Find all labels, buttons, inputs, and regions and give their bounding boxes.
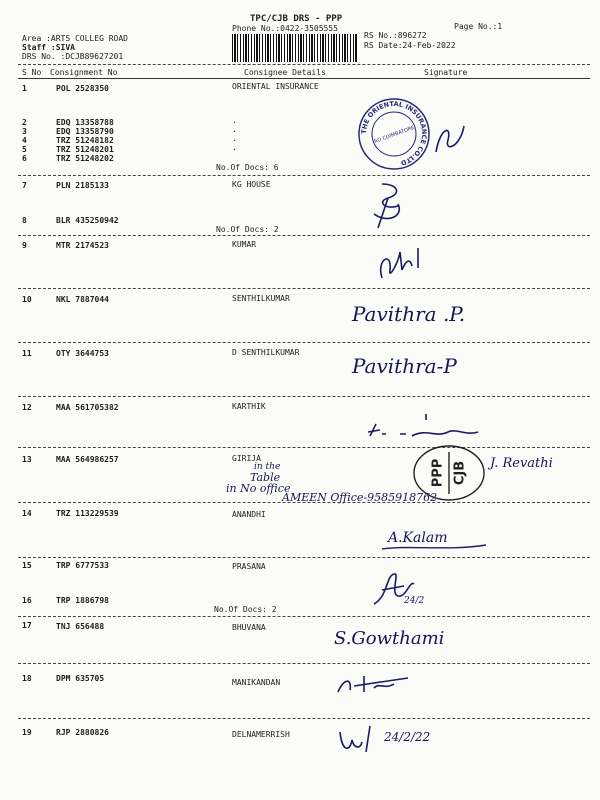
row-consignment: PLN 2185133 xyxy=(56,181,109,190)
row-sno: 11 xyxy=(22,349,32,358)
row-sno: 2 xyxy=(22,118,27,127)
signature-row-14-flourish xyxy=(380,538,490,557)
signature-row-18 xyxy=(334,672,414,700)
signature-row-1 xyxy=(430,118,470,162)
row-consignee: D SENTHILKUMAR xyxy=(232,348,300,357)
row-consignment: RJP 2880826 xyxy=(56,728,109,737)
docs-count: No.Of Docs: 2 xyxy=(214,605,277,614)
handwritten-note-line-2: Table xyxy=(250,471,281,484)
row-sno: 13 xyxy=(22,455,32,464)
row-sno: 14 xyxy=(22,509,32,518)
row-sno: 16 xyxy=(22,596,32,605)
row-sno: 3 xyxy=(22,127,27,136)
row-consignee: ANANDHI xyxy=(232,510,266,519)
row-consignee: DELNAMERRISH xyxy=(232,730,290,739)
row-consignment: TRZ 113229539 xyxy=(56,509,119,518)
row-sno: 12 xyxy=(22,403,32,412)
column-header-signature: Signature xyxy=(424,68,468,77)
docs-count: No.Of Docs: 2 xyxy=(216,225,279,234)
row-sno: 1 xyxy=(22,84,27,93)
row-consignment: TRP 1886798 xyxy=(56,596,109,605)
row-consignee: . xyxy=(232,143,237,152)
row-consignment: TNJ 656488 xyxy=(56,622,105,631)
row-consignee: SENTHILKUMAR xyxy=(232,294,290,303)
phone-number: Phone No.:0422-3505555 xyxy=(232,24,338,33)
row-consignee: GIRIJA xyxy=(232,454,261,463)
row-consignee: BHUVANA xyxy=(232,623,266,632)
column-header-consignment: Consignment No xyxy=(50,68,118,77)
column-header-rule xyxy=(18,78,590,79)
stamp-center-text: RO COIMBATORE xyxy=(373,124,416,145)
row-consignment: OTY 3644753 xyxy=(56,349,109,358)
row-sno: 6 xyxy=(22,154,27,163)
signature-row-9 xyxy=(374,240,434,288)
signature-row-10: Pavithra .P. xyxy=(352,302,466,326)
row-sno: 5 xyxy=(22,145,27,154)
stamp-left-text: PPP xyxy=(430,458,446,488)
row-consignee: KG HOUSE xyxy=(232,180,271,189)
stamp-right-text: CJB xyxy=(452,460,468,486)
docs-count: No.Of Docs: 6 xyxy=(216,163,279,172)
signature-row-11: Pavithra-P xyxy=(352,354,457,378)
row-separator xyxy=(18,288,590,289)
column-header-consignee: Consignee Details xyxy=(244,68,326,77)
row-consignment: EDQ 13358788 xyxy=(56,118,114,127)
signature-row-16-date: 24/2 xyxy=(404,596,425,606)
row-separator xyxy=(18,342,590,343)
row-sno: 9 xyxy=(22,241,27,250)
row-consignee: KARTHIK xyxy=(232,402,266,411)
row-consignment: MTR 2174523 xyxy=(56,241,109,250)
row-separator xyxy=(18,663,590,664)
row-consignee: PRASANA xyxy=(232,562,266,571)
handwritten-note-line-1: in the xyxy=(254,462,281,472)
row-consignee: KUMAR xyxy=(232,240,257,249)
row-consignment: TRZ 51248202 xyxy=(56,154,114,163)
row-consignment: BLR 435250942 xyxy=(56,216,119,225)
signature-row-14: A.Kalam xyxy=(388,530,448,546)
row-sno: 15 xyxy=(22,561,32,570)
row-separator xyxy=(18,718,590,719)
signature-row-19 xyxy=(336,722,380,760)
row-separator xyxy=(18,557,590,558)
signature-row-15 xyxy=(368,566,428,614)
handwritten-note-line-3: in No office xyxy=(226,482,291,495)
row-separator xyxy=(18,447,590,448)
row-consignee: MANIKANDAN xyxy=(232,678,281,687)
row-separator xyxy=(18,235,590,236)
row-sno: 18 xyxy=(22,674,32,683)
row-sno: 19 xyxy=(22,728,32,737)
row-sno: 7 xyxy=(22,181,27,190)
row-consignee: . xyxy=(232,125,237,134)
row-sno: 4 xyxy=(22,136,27,145)
handwritten-note-line-4: AMEEN Office-9585918762 xyxy=(282,491,438,504)
row-consignment: MAA 564986257 xyxy=(56,455,119,464)
row-separator xyxy=(18,396,590,397)
signature-row-19-date: 24/2/22 xyxy=(384,730,431,744)
barcode xyxy=(232,34,358,62)
signature-row-7 xyxy=(368,180,418,236)
stamp-ring-text: THE ORIENTAL INSURANCE CO.LTD xyxy=(359,99,429,168)
row-consignee: . xyxy=(232,134,237,143)
row-separator xyxy=(18,175,590,176)
row-consignment: MAA 561705382 xyxy=(56,403,119,412)
signature-row-17: S.Gowthami xyxy=(334,628,445,649)
signature-row-13-name: J. Revathi xyxy=(490,456,553,471)
header-rule xyxy=(18,64,590,65)
row-consignment: POL 2528350 xyxy=(56,84,109,93)
row-sno: 10 xyxy=(22,295,32,304)
row-sno: 17 xyxy=(22,621,32,630)
row-consignee: ORIENTAL INSURANCE xyxy=(232,82,319,91)
staff: Staff :SIVA xyxy=(22,43,75,52)
row-consignment: EDQ 13358790 xyxy=(56,127,114,136)
row-sno: 8 xyxy=(22,216,27,225)
oriental-insurance-stamp xyxy=(356,96,432,172)
drs-number: DRS No. :DCJB89627201 xyxy=(22,52,124,61)
page-number: Page No.:1 xyxy=(454,22,503,31)
row-separator xyxy=(18,616,590,617)
row-consignee: . xyxy=(232,116,237,125)
row-consignment: TRZ 51248201 xyxy=(56,145,114,154)
report-title: TPC/CJB DRS - PPP xyxy=(250,14,343,24)
row-consignment: NKL 7887044 xyxy=(56,295,109,304)
rs-number: RS No.:896272 xyxy=(364,31,427,40)
row-consignment: DPM 635705 xyxy=(56,674,105,683)
row-consignment: TRP 6777533 xyxy=(56,561,109,570)
rs-date: RS Date:24-Feb-2022 xyxy=(364,41,456,50)
row-consignment: TRZ 51248182 xyxy=(56,136,114,145)
area: Area :ARTS COLLEG ROAD xyxy=(22,34,128,43)
column-header-sno: S No xyxy=(22,68,42,77)
